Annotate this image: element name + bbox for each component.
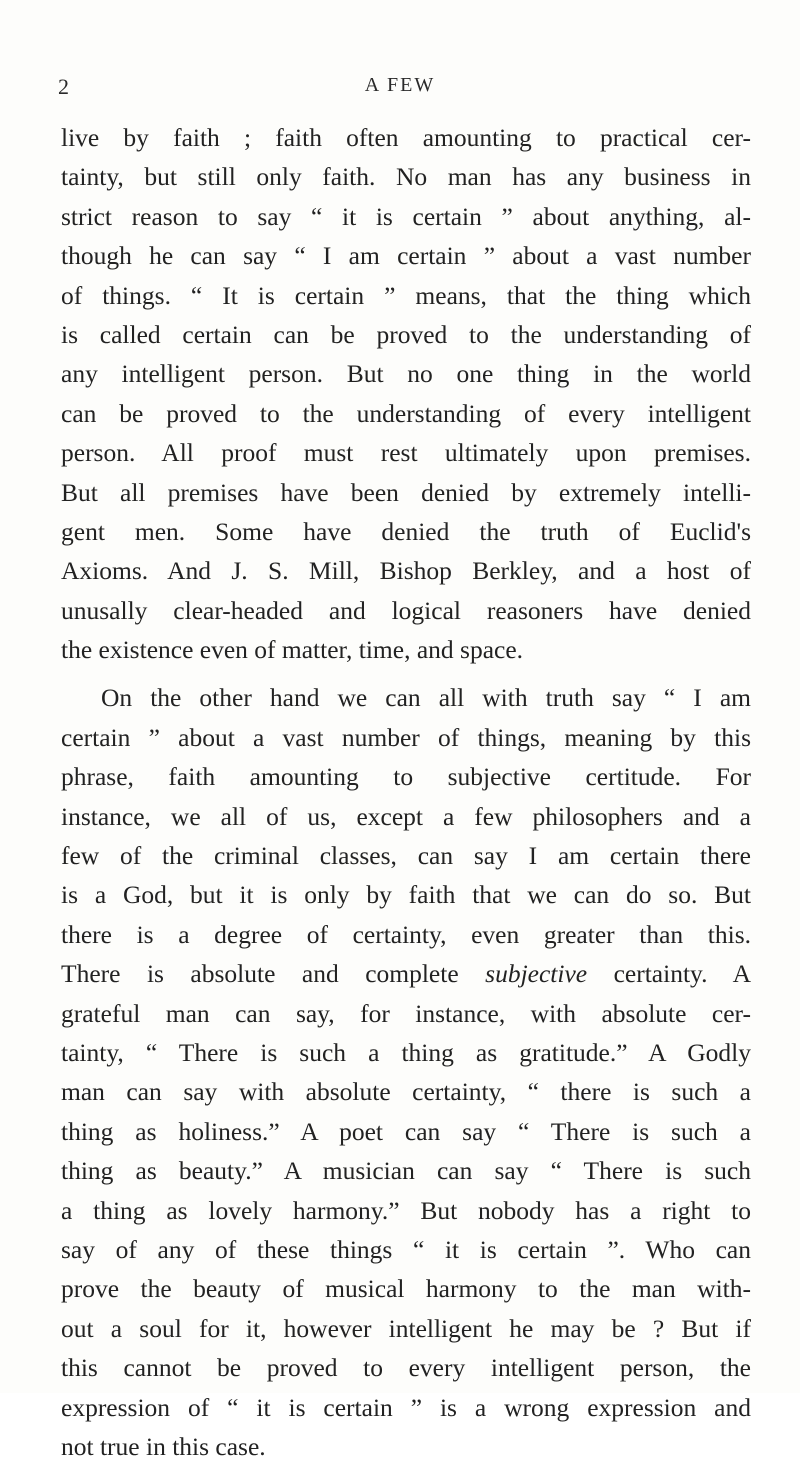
text-line: unusally clear-headed and logical reasoners have denied	[61, 595, 751, 625]
text-line: On the other hand we can all with truth say “ I am	[101, 683, 751, 713]
text-line: thing as holiness.” A poet can say “ There is such a	[61, 1116, 751, 1146]
text-line: tainty, but still only faith. No man has any business in	[61, 162, 751, 192]
text-line: though he can say “ I am certain ” about a vast number	[61, 241, 751, 271]
text-line: out a soul for it, however intelligent he may be ? But if	[61, 1313, 751, 1343]
text-line: thing as beauty.” A musician can say “ There is such	[61, 1156, 751, 1186]
line-end: certainty. A	[587, 959, 751, 989]
text-line: say of any of these things “ it is certain ”. Who can	[61, 1234, 751, 1264]
text-line: is called certain can be proved to the understanding of	[61, 319, 751, 349]
text-line: But all premises have been denied by extremely intelli-	[61, 477, 751, 507]
text-line: certain ” about a vast number of things, meaning by this	[61, 722, 751, 752]
text-line: expression of “ it is certain ” is a wrong expression and	[61, 1392, 751, 1422]
line-start: There is absolute and complete	[61, 959, 459, 989]
paragraph-gap	[61, 669, 751, 678]
page-number: 2	[58, 74, 69, 99]
text-line: live by faith ; faith often amounting to practical cer-	[61, 123, 751, 152]
text-line: not true in this case.	[61, 1431, 266, 1461]
text-line: few of the criminal classes, can say I am certain there	[61, 841, 751, 871]
text-line: Axioms. And J. S. Mill, Bishop Berkley, and a host of	[61, 556, 751, 586]
paragraph-1	[61, 118, 751, 669]
text-line: gent men. Some have denied the truth of Euclid's	[61, 516, 751, 546]
text-line-with-italic	[61, 954, 751, 993]
text-line: is a God, but it is only by faith that we can do so. But	[61, 880, 751, 910]
paragraph-2	[61, 678, 751, 1466]
text-line: instance, we all of us, except a few philosophers and a	[61, 801, 751, 831]
text-line: prove the beauty of musical harmony to the man with-	[61, 1274, 751, 1304]
text-line: there is a degree of certainty, even greater than this.	[61, 919, 751, 949]
text-line: man can say with absolute certainty, “ there is such a	[61, 1077, 751, 1107]
text-line: person. All proof must rest ultimately upon premises.	[61, 438, 751, 468]
text-line: phrase, faith amounting to subjective certitude. For	[61, 762, 751, 792]
running-head	[58, 74, 742, 104]
text-line: this cannot be proved to every intelligent person, the	[61, 1353, 751, 1383]
text-line: can be proved to the understanding of every intelligent	[61, 398, 751, 428]
text-line: any intelligent person. But no one thing in the world	[61, 359, 751, 389]
running-title: A FEW	[364, 74, 436, 96]
text-line: grateful man can say, for instance, with absolute cer-	[61, 998, 751, 1028]
text-line: a thing as lovely harmony.” But nobody has a right to	[61, 1195, 751, 1225]
text-line: tainty, “ There is such a thing as gratitude.” A Godly	[61, 1037, 751, 1067]
italic-word: subjective	[485, 959, 588, 989]
text-line: of things. “ It is certain ” means, that the thing which	[61, 280, 751, 310]
body-text	[61, 118, 751, 1466]
text-line: the existence even of matter, time, and space.	[61, 635, 524, 665]
text-line: strict reason to say “ it is certain ” about anything, al-	[61, 201, 751, 231]
